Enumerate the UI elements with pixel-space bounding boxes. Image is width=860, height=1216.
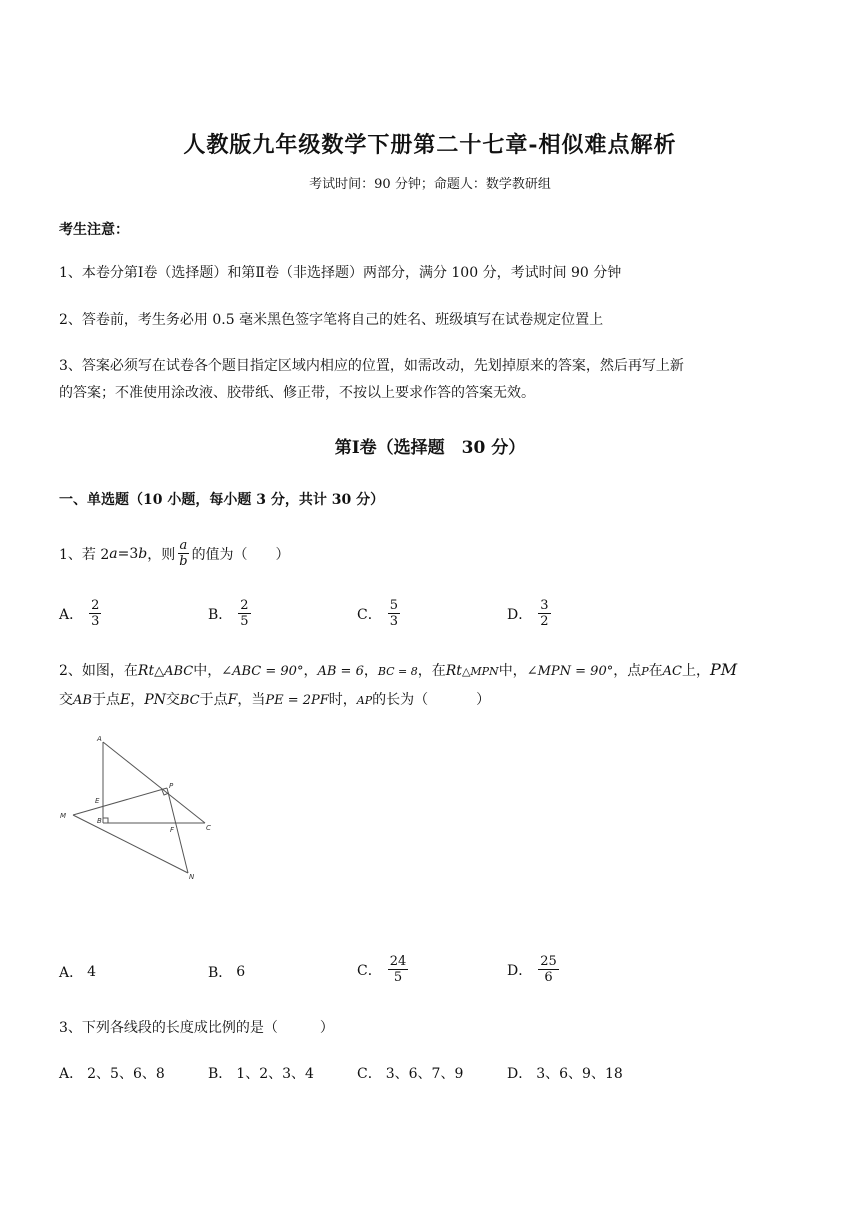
math: AC	[662, 664, 682, 679]
q3-option-a[interactable]	[59, 1063, 165, 1083]
label-f: F	[170, 826, 175, 834]
frac-den: 5	[393, 970, 403, 985]
math: ∠MPN = 90°	[526, 664, 614, 679]
option-fraction	[388, 954, 409, 985]
math: △MPN	[461, 665, 499, 678]
q1-option-b[interactable]	[208, 598, 253, 629]
frac-num: 25	[540, 954, 557, 969]
text: ，在	[417, 663, 446, 679]
notice-item-2: 2、答卷前，考生务必用 0.5 毫米黑色签字笔将自己的姓名、班级填写在试卷规定位置上	[59, 312, 604, 328]
option-fraction	[538, 954, 559, 985]
math: ∠ABC = 90°	[221, 664, 304, 679]
text: ）	[476, 692, 491, 708]
notice-item-3-line-2: 的答案；不准使用涂改液、胶带纸、修正带，不按以上要求作答的答案无效。	[59, 385, 535, 401]
option-label: D．	[507, 606, 533, 623]
option-label: A．	[59, 1066, 84, 1082]
math: PM	[709, 660, 738, 679]
label-a: A	[97, 735, 102, 743]
option-label: B．	[208, 1066, 233, 1082]
q2-option-b[interactable]	[208, 962, 245, 982]
label-p: P	[169, 782, 174, 790]
option-text: 1、2、3、4	[236, 1066, 314, 1082]
option-label: D．	[507, 1066, 533, 1082]
q1-suffix: 的值为（ ）	[191, 546, 290, 563]
text: ，当	[237, 692, 266, 708]
question-2-line-2	[59, 689, 490, 709]
math: Rt	[137, 663, 155, 679]
text: ，	[130, 692, 145, 708]
question-2-line-1	[59, 660, 737, 680]
frac-num: 2	[91, 598, 100, 613]
text: 在	[648, 663, 663, 679]
option-label: A．	[59, 606, 84, 623]
q3-option-d[interactable]	[507, 1063, 623, 1083]
math: PN	[144, 692, 166, 708]
q1-option-d[interactable]	[507, 598, 553, 629]
q1-option-a[interactable]	[59, 598, 103, 629]
right-angle-b	[103, 818, 108, 823]
q1-var-a: a	[109, 545, 118, 562]
option-label: C．	[357, 962, 382, 979]
option-fraction	[89, 598, 101, 629]
option-text: 6	[236, 964, 246, 980]
frac-den: 6	[544, 970, 553, 985]
text: 时，	[328, 692, 357, 708]
part-heading: 一、单选题（10 小题，每小题 3 分，共计 30 分）	[59, 492, 385, 508]
notice-heading: 考生注意：	[59, 222, 129, 238]
label-n: N	[189, 873, 195, 881]
q1-fraction	[177, 538, 189, 569]
q1-option-c[interactable]	[357, 598, 402, 629]
option-fraction	[538, 598, 550, 629]
option-text: 2、5、6、8	[87, 1066, 165, 1082]
q3-option-b[interactable]	[208, 1063, 314, 1083]
option-fraction	[388, 598, 400, 629]
q2-option-d[interactable]	[507, 954, 561, 985]
section-title: 第Ⅰ卷（选择题 30 分）	[334, 438, 526, 458]
option-label: B．	[208, 965, 233, 981]
frac-num: 2	[240, 598, 249, 613]
text: 2、如图，在	[59, 663, 138, 679]
q1-eq: =3	[117, 545, 139, 562]
q1-prefix: 1、若 2	[59, 546, 110, 563]
text: 于点	[91, 692, 120, 708]
label-b: B	[97, 817, 102, 825]
frac-den: 2	[540, 614, 549, 629]
option-fraction	[238, 598, 250, 629]
option-text: 3、6、7、9	[385, 1066, 464, 1082]
text: 的长为（	[372, 692, 429, 708]
text: 交	[59, 692, 73, 708]
math: △ABC	[154, 664, 194, 679]
option-text: 3、6、9、18	[536, 1066, 623, 1082]
option-label: D．	[507, 962, 533, 979]
math: BC = 8	[377, 665, 418, 678]
q1-var-b: b	[138, 545, 148, 562]
text: ，	[303, 663, 318, 679]
text: 中，	[193, 663, 222, 679]
option-label: C．	[357, 606, 382, 623]
q2-option-a[interactable]	[59, 962, 96, 982]
notice-item-3-line-1: 3、答案必须写在试卷各个题目指定区域内相应的位置，如需改动，先划掉原来的答案，然后再写上新	[59, 358, 684, 374]
text: ，点	[613, 663, 642, 679]
text: 于点	[199, 692, 228, 708]
option-label: B．	[208, 606, 233, 623]
frac-num: 24	[389, 954, 407, 969]
math: AB	[73, 693, 92, 708]
math: P	[641, 665, 649, 678]
q2-geometry-figure	[55, 730, 225, 885]
label-m: M	[60, 812, 67, 820]
frac-den: 3	[91, 614, 100, 629]
text: 上，	[681, 663, 710, 679]
option-label: A．	[59, 965, 84, 981]
option-label: C．	[357, 1066, 382, 1082]
frac-num: 3	[540, 598, 549, 613]
math: Rt	[445, 663, 462, 679]
text: 交	[165, 692, 180, 708]
frac-num: 5	[389, 598, 398, 613]
math: PE = 2PF	[265, 693, 329, 708]
segment-mp	[73, 788, 167, 815]
segment-ac	[103, 742, 205, 823]
q1-mid: ，则	[147, 546, 176, 563]
q1-frac-num: a	[179, 538, 188, 553]
frac-den: 5	[240, 614, 249, 629]
text: ，	[363, 663, 378, 679]
notice-item-1: 1、本卷分第Ⅰ卷（选择题）和第Ⅱ卷（非选择题）两部分，满分 100 分，考试时间 90 分钟	[59, 265, 622, 281]
q3-option-c[interactable]	[357, 1063, 463, 1083]
frac-den: 3	[389, 614, 398, 629]
segment-mn	[73, 815, 188, 873]
q1-frac-den: b	[179, 554, 188, 569]
label-c: C	[206, 824, 211, 832]
math: F	[227, 692, 238, 708]
q2-option-c[interactable]	[357, 954, 410, 985]
question-3-stem: 3、下列各线段的长度成比例的是（ ）	[59, 1020, 334, 1036]
math: E	[119, 692, 131, 708]
math: BC	[179, 693, 200, 708]
page-title: 人教版九年级数学下册第二十七章-相似难点解析	[183, 132, 677, 158]
math: AP	[356, 694, 373, 707]
option-text: 4	[87, 964, 97, 980]
label-e: E	[95, 797, 100, 805]
exam-meta: 考试时间：90 分钟；命题人：数学教研组	[309, 177, 551, 192]
text: 中，	[498, 663, 527, 679]
math: AB = 6	[317, 664, 364, 679]
question-1-stem	[59, 538, 290, 569]
